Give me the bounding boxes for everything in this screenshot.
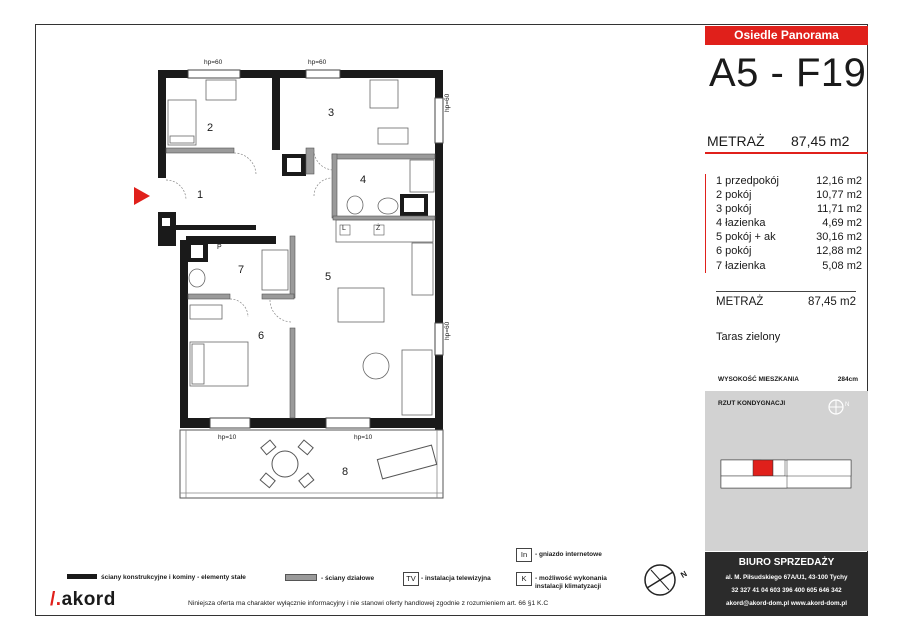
ac-legend-line-1: - możliwość wykonania	[535, 575, 607, 582]
bed-pillow-room-2	[170, 136, 194, 143]
estate-name-banner: Osiedle Panorama	[705, 26, 868, 45]
room-row	[716, 244, 876, 258]
wall-top-1	[158, 70, 188, 78]
compass-icon	[640, 560, 692, 600]
partition-walls	[166, 148, 435, 418]
window-right-2	[435, 323, 443, 355]
wall-bottom-2	[250, 418, 326, 428]
room-area: 12,88 m2	[816, 245, 862, 258]
partition-8	[188, 294, 230, 299]
p-label: P	[217, 244, 222, 251]
ac-box-icon: K	[516, 572, 532, 586]
accent-divider	[705, 152, 868, 154]
coffee-table	[363, 353, 389, 379]
tv-legend: - instalacja telewizyjna	[421, 575, 491, 582]
chimney-1-hole	[287, 158, 301, 172]
bed-room-2	[168, 100, 196, 145]
terrace-chair-1	[261, 440, 276, 455]
wall-right-2	[435, 143, 443, 323]
floor-plan-label: RZUT KONDYGNACJI	[718, 400, 786, 407]
sales-office-title: BIURO SPRZEDAŻY	[738, 557, 835, 568]
entrance-door	[166, 180, 186, 200]
wall-top-3	[340, 70, 443, 78]
windows	[188, 70, 443, 428]
hp-label-bottom-right: hp=10	[354, 434, 373, 441]
height-value: 284cm	[837, 376, 858, 383]
hall-line	[166, 225, 256, 230]
svg-text:N: N	[845, 402, 850, 408]
sales-office	[705, 552, 868, 616]
wardrobe-room-6	[190, 305, 222, 319]
logo-text: akord	[61, 589, 116, 610]
partition-6	[290, 236, 295, 298]
bathtub-room-7	[262, 250, 288, 290]
sink-room-4	[378, 198, 398, 214]
room-number-1: 1	[197, 189, 204, 201]
partition-4	[332, 154, 337, 218]
room-name: 6 pokój	[716, 245, 752, 258]
area-label: METRAŻ	[707, 133, 765, 149]
room-name: 1 przedpokój	[716, 175, 779, 187]
room-name: 3 pokój	[716, 203, 752, 216]
room-row	[716, 259, 876, 273]
room-number-7: 7	[238, 264, 245, 276]
room-number-4: 4	[360, 174, 367, 186]
partition-3	[332, 154, 435, 159]
chimney-2-hole	[404, 198, 424, 212]
tv-box-icon: TV	[403, 572, 419, 586]
logo-mark-icon: /.	[50, 589, 62, 610]
bed-pillow-room-6	[192, 344, 204, 384]
window-bottom-2	[326, 418, 370, 428]
room-name: 2 pokój	[716, 189, 752, 202]
partition-9	[290, 328, 295, 418]
room-row	[716, 188, 876, 202]
hp-label-top-left: hp=60	[204, 59, 223, 66]
internet-legend: - gniazdo internetowe	[535, 551, 602, 558]
chair-room-3	[378, 128, 408, 144]
compass-small-icon	[827, 396, 853, 418]
unit-code: A5 - F19	[709, 51, 867, 95]
internet-box-icon: In	[516, 548, 532, 562]
entrance-arrow-icon	[134, 187, 150, 205]
structural-walls-legend: ściany konstrukcyjne i kominy - elementy stałe	[101, 574, 246, 581]
terrace-chair-2	[298, 440, 313, 455]
building-floor-thumbnail	[719, 452, 859, 492]
hp-label-top-right: hp=60	[308, 59, 327, 66]
wall-left-upper	[158, 70, 166, 178]
structural-wall-swatch	[67, 574, 97, 579]
door-room-2	[234, 153, 256, 175]
room-number-3: 3	[328, 107, 335, 119]
disclaimer: Niniejsza oferta ma charakter wyłącznie informacyjny i nie stanowi oferty handlowej zgodnie z rozumieniem art. 66 §1 K.C	[188, 600, 549, 607]
room-name: 7 łazienka	[716, 259, 766, 272]
total-value: 87,45 m2	[808, 296, 856, 308]
door-room-4	[314, 178, 332, 196]
room-number-5: 5	[325, 271, 332, 283]
room-number-6: 6	[258, 330, 265, 342]
akord-logo	[50, 589, 116, 611]
fridge-label: L	[342, 225, 346, 232]
room-row	[716, 174, 876, 188]
door-room-3	[314, 150, 334, 170]
partition-7	[262, 294, 294, 299]
height-row	[718, 376, 858, 383]
wall-2-3	[272, 78, 280, 150]
kitchen-counter	[336, 220, 433, 242]
terrace-chair-4	[299, 473, 314, 488]
partition-walls-legend: - ściany działowe	[321, 575, 375, 582]
room-area: 12,16 m2	[816, 175, 862, 187]
room-list	[705, 174, 876, 273]
window-top-1	[188, 70, 240, 78]
info-panel	[705, 24, 868, 616]
compass-north-label: N	[679, 569, 689, 580]
terrace-chair-3	[260, 473, 275, 488]
bed-room-6	[190, 342, 248, 386]
ac-legend-line-2: instalacji klimatyzacji	[535, 583, 602, 590]
room-area: 11,71 m2	[816, 203, 862, 216]
wall-top-2	[240, 70, 306, 78]
extra-feature: Taras zielony	[716, 331, 781, 343]
window-bottom-1	[210, 418, 250, 428]
partition-2	[306, 148, 314, 174]
window-top-2	[306, 70, 340, 78]
dining-table	[338, 288, 384, 322]
kitchen-side-counter	[412, 243, 433, 295]
chimney-3-hole	[191, 245, 203, 258]
wall-left-lower	[180, 240, 188, 428]
partition-wall-swatch	[285, 574, 317, 581]
room-area: 5,08 m2	[822, 259, 862, 272]
window-right-1	[435, 98, 443, 143]
total-label: METRAŻ	[716, 296, 764, 308]
room-number-2: 2	[207, 122, 214, 134]
partition-5	[333, 216, 435, 220]
hp-label-right-bottom: hp=60	[444, 321, 451, 340]
door-room-6	[270, 300, 292, 322]
hp-label-right-top: hp=60	[444, 93, 451, 112]
shower-room-4	[410, 160, 434, 192]
terrace-table	[272, 451, 298, 477]
sales-office-phones: 32 327 41 04 603 396 400 605 646 342	[731, 587, 842, 594]
room-name: 4 łazienka	[716, 217, 766, 230]
toilet-room-4	[347, 196, 363, 214]
sofa-room-5	[402, 350, 432, 415]
area-value: 87,45 m2	[791, 133, 850, 149]
desk-room-3	[370, 80, 398, 108]
room-number-8: 8	[342, 466, 349, 478]
room-row	[716, 230, 876, 244]
room-area: 10,77 m2	[816, 189, 862, 202]
desk-room-2	[206, 80, 236, 100]
terrace-lounger	[377, 445, 436, 479]
toilet-room-7	[189, 269, 205, 287]
room-row	[716, 216, 876, 230]
room-area: 30,16 m2	[816, 231, 862, 244]
chimney-left-hole	[162, 218, 170, 226]
total-divider	[716, 291, 856, 292]
sales-office-address: al. M. Piłsudskiego 67A/U1, 43-100 Tychy	[725, 574, 848, 581]
sales-office-contact: akord@akord-dom.pl www.akord-dom.pl	[725, 600, 847, 607]
height-label: WYSOKOŚĆ MIESZKANIA	[718, 376, 799, 383]
room-name: 5 pokój + ak	[716, 231, 776, 244]
terrace-furniture	[260, 440, 436, 488]
stove-label: Ż	[376, 225, 381, 232]
room-row	[716, 202, 876, 216]
wall-right-1	[435, 70, 443, 98]
door-room-7	[230, 299, 248, 317]
total-area	[716, 296, 856, 308]
hp-label-bottom-left: hp=10	[218, 434, 237, 441]
wall-bottom-3	[370, 418, 443, 428]
partition-1	[166, 148, 234, 153]
room-area: 4,69 m2	[822, 217, 862, 230]
